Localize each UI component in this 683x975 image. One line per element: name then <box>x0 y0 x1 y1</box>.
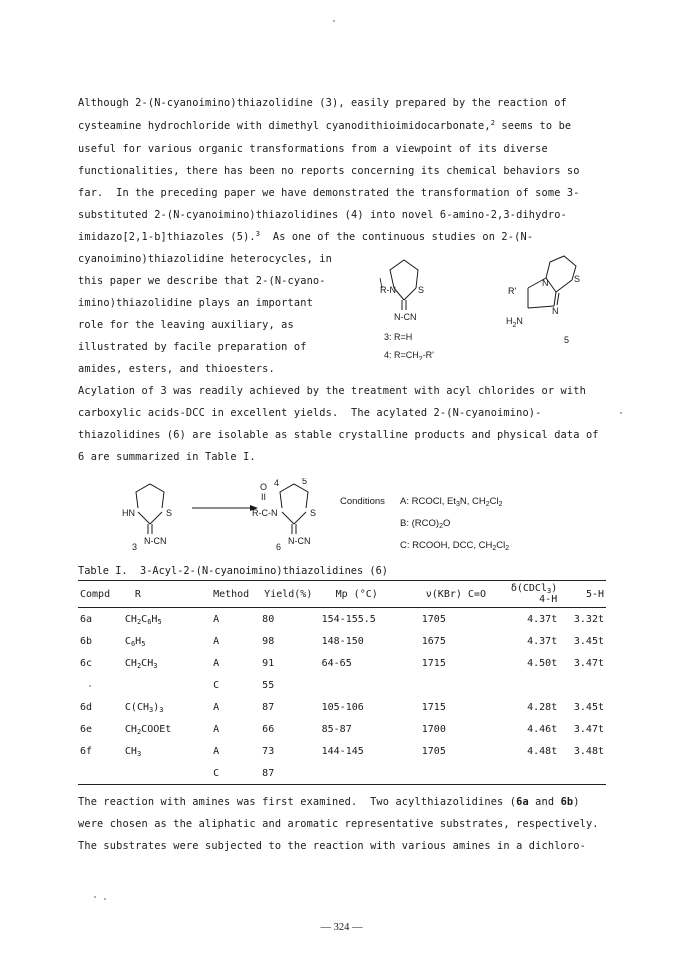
cell-yield: 87 <box>260 762 319 785</box>
table-row <box>78 630 606 652</box>
header-compd: Compd <box>78 581 123 608</box>
cell-4h: 4.50t <box>527 657 558 669</box>
header-mp: Mp (°C) <box>320 581 420 608</box>
cell-method: A <box>213 723 220 735</box>
scan-speck <box>94 896 96 898</box>
cell-4h: 4.48t <box>527 745 558 757</box>
cell-yield: 80 <box>262 613 275 625</box>
table-title: Table I. 3-Acyl-2-(N-cyanoimino)thiazolidines (6) <box>78 565 388 577</box>
text-line: functionalities, there has been no reports concerning its chemical behaviors so <box>78 165 580 177</box>
table-row <box>78 652 606 674</box>
ring-position-4: 4 <box>274 478 280 488</box>
r-prime-label: R' <box>508 286 517 296</box>
condition-b: B: $(RCO)_2O$ <box>400 518 451 530</box>
cell-yield: 87 <box>262 701 275 713</box>
text-line: imino)thiazolidine plays an important <box>78 297 313 309</box>
cell-r: $C_6H_5$ <box>124 635 146 648</box>
table-row <box>78 762 606 785</box>
sulfur-label: S <box>166 508 173 518</box>
cell-r: $C(CH_3)_3$ <box>124 701 164 714</box>
cell-mp: 148-150 <box>321 635 364 647</box>
compound-label-3: 3 <box>132 542 138 552</box>
table-row <box>78 674 606 696</box>
cell-method: C <box>211 762 260 785</box>
cell-4h: 4.37t <box>527 635 558 647</box>
text-line: Acylation of 3 was readily achieved by the treatment with acyl chlorides or with <box>78 385 586 397</box>
cell-method: A <box>213 635 220 647</box>
cell-r: $CH_3$ <box>124 745 142 758</box>
text-line: far. In the preceding paper we have demonstrated the transformation of some 3- <box>78 187 580 199</box>
text-line: were chosen as the aliphatic and aromatic representative substrates, respectively. <box>78 818 599 830</box>
cell-4h: 4.46t <box>527 723 558 735</box>
cell-yield: 91 <box>262 657 275 669</box>
text-line: cysteamine hydrochloride with dimethyl cyanodithioimidocarbonate,$^2$ seems to be <box>78 119 572 132</box>
cell-compd: 6c <box>80 657 93 669</box>
carbonyl-oxygen-label: O <box>260 482 268 492</box>
cell-mp: 64-65 <box>321 657 352 669</box>
structure-5 <box>484 248 594 348</box>
header-5h: 5-H <box>559 581 606 608</box>
page-number: — 324 — <box>320 922 363 933</box>
cell-ir: 1700 <box>421 723 446 735</box>
text-line: imidazo[2,1-b]thiazoles (5).$^3$ As one of the continuous studies on 2-(N- <box>78 230 534 243</box>
table-row <box>78 608 606 631</box>
cell-r <box>123 762 211 785</box>
structure-3-4 <box>370 248 460 360</box>
cell-compd: 6e <box>80 723 93 735</box>
cell-method: C <box>213 679 220 691</box>
cell-method: A <box>213 701 220 713</box>
header-yield: Yield(%) <box>260 581 319 608</box>
text-line: carboxylic acids-DCC in excellent yields. The acylated 2-(N-cyanoimino)- <box>78 407 542 419</box>
cell-r: $CH_2C_6H_5$ <box>124 613 162 626</box>
cell-mp <box>320 762 420 785</box>
cell-5h: 3.47t <box>573 657 604 669</box>
imine-nh-label: HN <box>122 508 135 518</box>
data-table <box>78 580 606 785</box>
ring-nitrogen-label: N <box>552 306 559 316</box>
substituent-label: R-N <box>380 285 396 295</box>
text-line: useful for various organic transformations from a viewpoint of its diverse <box>78 143 548 155</box>
header-nmr-4h: δ(CDCl$_3$) 4-H <box>504 581 559 608</box>
cell-compd: 6a <box>80 613 93 625</box>
text-line: thiazolidines (6) are isolable as stable crystalline products and physical data of <box>78 429 599 441</box>
cell-method: A <box>213 657 220 669</box>
cell-yield: 55 <box>262 679 275 691</box>
header-r: R <box>123 581 211 608</box>
cell-5h <box>559 762 606 785</box>
cyanoimino-label: N-CN <box>394 312 417 322</box>
compound-label-4: 4: $R=CH_2-R'$ <box>384 350 434 360</box>
cyanoimino-label: N-CN <box>144 536 167 546</box>
amino-label: $H_2N$ <box>506 316 523 329</box>
cell-ir <box>420 762 504 785</box>
cyanoimino-label: N-CN <box>288 536 311 546</box>
header-method: Method <box>211 581 260 608</box>
text-line: role for the leaving auxiliary, as <box>78 319 294 331</box>
cell-mp <box>320 674 420 696</box>
text-line: amides, esters, and thioesters. <box>78 363 275 375</box>
reaction-scheme <box>110 478 350 558</box>
sulfur-label: S <box>310 508 317 518</box>
scan-speck <box>620 412 622 414</box>
cell-4h <box>504 762 559 785</box>
condition-a: A: RCOCl, $Et_3N$, $CH_2Cl_2$ <box>400 496 503 508</box>
cell-compd <box>78 762 123 785</box>
cell-5h <box>559 674 606 696</box>
scan-speck <box>89 685 91 687</box>
cell-mp: 144-145 <box>321 745 364 757</box>
cell-compd: 6b <box>80 635 93 647</box>
acyl-group-label: R-C-N <box>252 508 278 518</box>
scan-speck <box>333 20 335 22</box>
cell-mp: 85-87 <box>321 723 352 735</box>
cell-ir: 1715 <box>421 701 446 713</box>
cell-compd: 6f <box>80 745 93 757</box>
ring-nitrogen-label: N <box>542 278 549 288</box>
table-header-row <box>78 581 606 608</box>
ring-position-5: 5 <box>302 478 308 486</box>
cell-ir <box>420 674 504 696</box>
cell-4h: 4.37t <box>527 613 558 625</box>
cell-method: A <box>213 745 220 757</box>
cell-yield: 73 <box>262 745 275 757</box>
cell-5h: 3.45t <box>573 701 604 713</box>
text-line: illustrated by facile preparation of <box>78 341 307 353</box>
cell-4h: 4.28t <box>527 701 558 713</box>
cell-5h: 3.32t <box>573 613 604 625</box>
cell-r <box>123 674 211 696</box>
cell-ir: 1675 <box>421 635 446 647</box>
cell-ir: 1715 <box>421 657 446 669</box>
compound-label-5: 5 <box>564 335 570 345</box>
reference-marker: 2 <box>490 119 496 127</box>
cell-yield: 66 <box>262 723 275 735</box>
header-ir: ν(KBr) C=O <box>420 581 504 608</box>
text-line: this paper we describe that 2-(N-cyano- <box>78 275 326 287</box>
text-line: 6 are summarized in Table I. <box>78 451 256 463</box>
cell-4h <box>504 674 559 696</box>
cell-ir: 1705 <box>421 613 446 625</box>
cell-mp: 154-155.5 <box>321 613 376 625</box>
cell-r: $CH_2CH_3$ <box>124 657 158 670</box>
cell-r: $CH_2COOEt$ <box>124 723 172 736</box>
text-line: Although 2-(N-cyanoimino)thiazolidine (3), easily prepared by the reaction of <box>78 97 567 109</box>
table-row <box>78 718 606 740</box>
double-bond-mark: II <box>261 492 267 502</box>
compound-label-6: 6 <box>276 542 282 552</box>
cell-compd: 6d <box>80 701 93 713</box>
sulfur-label: S <box>574 274 581 284</box>
text-line: cyanoimino)thiazolidine heterocycles, in <box>78 253 332 265</box>
table-row <box>78 696 606 718</box>
cell-ir: 1705 <box>421 745 446 757</box>
condition-c: C: RCOOH, DCC, $CH_2Cl_2$ <box>400 540 510 552</box>
cell-compd <box>78 674 123 696</box>
cell-5h: 3.45t <box>573 635 604 647</box>
text-line: The reaction with amines was first examined. Two acylthiazolidines (6a and 6b) <box>78 796 580 808</box>
scan-speck <box>104 898 106 900</box>
cell-yield: 98 <box>262 635 275 647</box>
cell-5h: 3.47t <box>573 723 604 735</box>
reference-marker: 3 <box>255 230 261 238</box>
compound-label-3: 3: R=H <box>384 332 413 342</box>
conditions-label: Conditions <box>340 496 385 507</box>
text-line: The substrates were subjected to the reaction with various amines in a dichloro- <box>78 840 586 852</box>
text-line: substituted 2-(N-cyanoimino)thiazolidines (4) into novel 6-amino-2,3-dihydro- <box>78 209 567 221</box>
cell-5h: 3.48t <box>573 745 604 757</box>
cell-method: A <box>213 613 220 625</box>
cell-mp: 105-106 <box>321 701 364 713</box>
table-row <box>78 740 606 762</box>
sulfur-label: S <box>418 285 425 295</box>
